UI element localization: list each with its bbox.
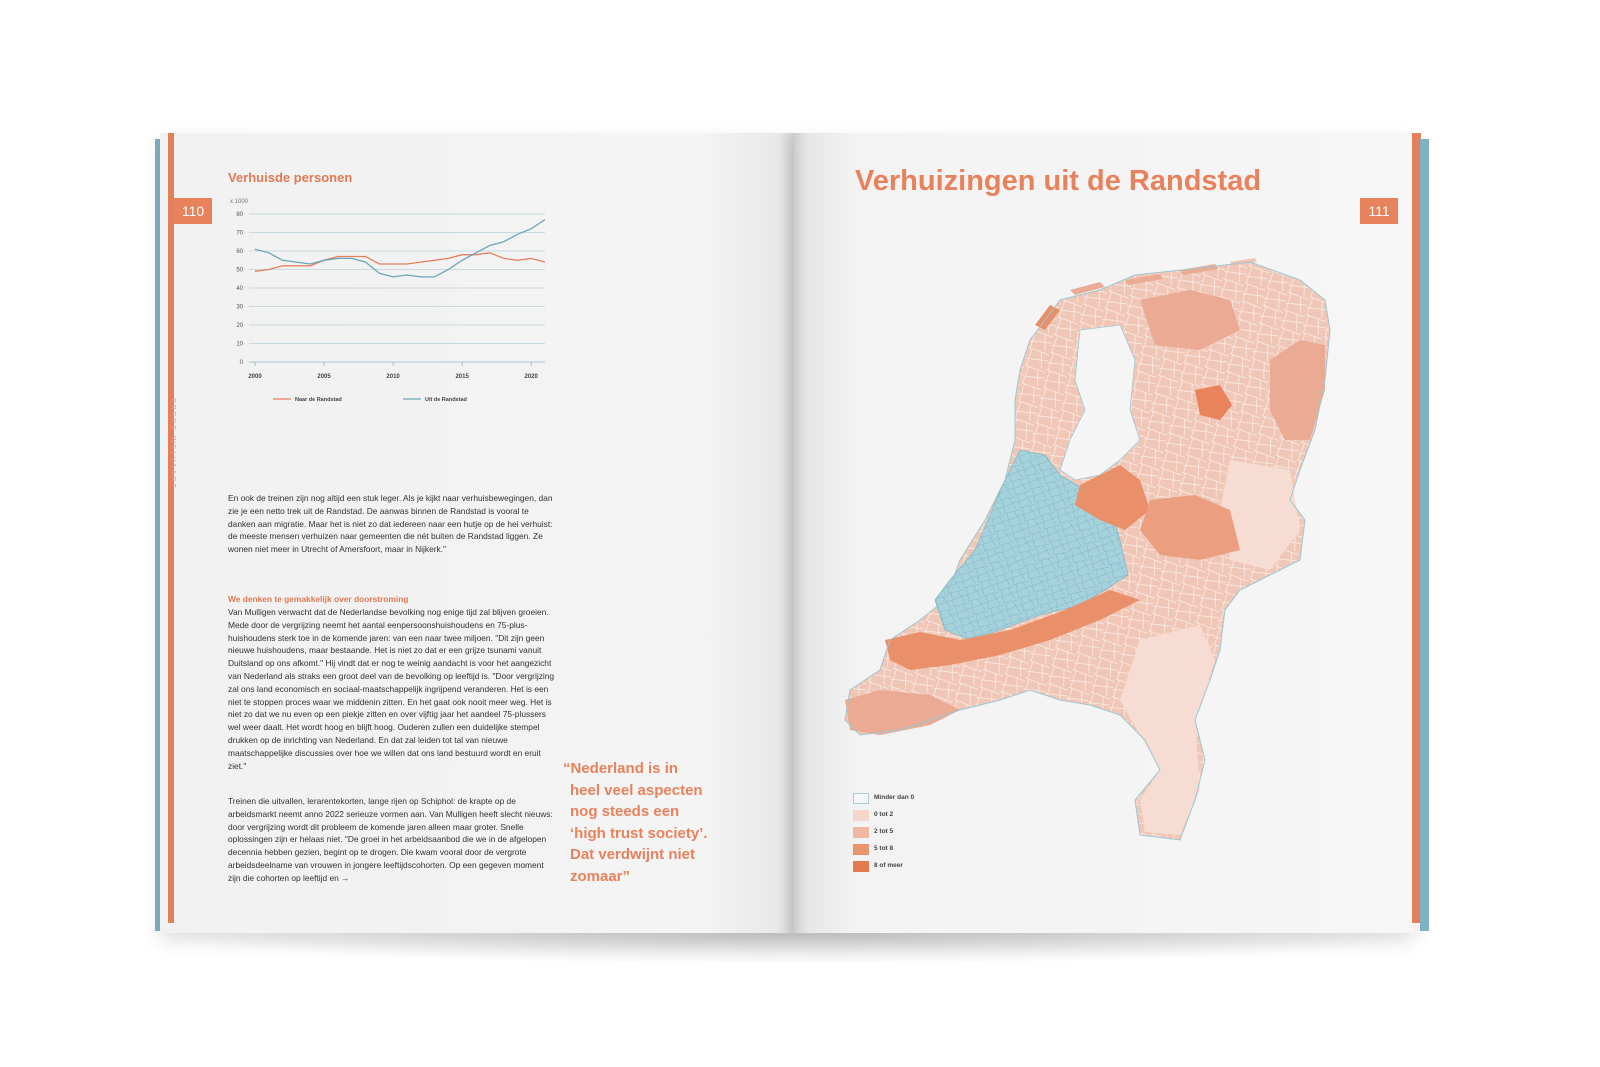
body-subheading: We denken te gemakkelijk over doorstroming — [228, 594, 409, 604]
y-tick-label: 10 — [236, 341, 243, 348]
legend-swatch — [853, 844, 869, 855]
y-tick-label: 50 — [236, 267, 243, 274]
pull-quote-line: heel veel aspecten — [570, 781, 703, 799]
left-edge-orange — [168, 133, 174, 923]
y-tick-label: 30 — [236, 304, 243, 311]
y-tick-label: 40 — [236, 286, 243, 292]
series-line — [255, 220, 545, 277]
x-tick-label: 2010 — [386, 374, 400, 380]
y-tick-label: 80 — [236, 212, 243, 218]
y-tick-label: 20 — [236, 323, 243, 329]
legend-swatch — [853, 793, 869, 804]
pull-quote-line: zomaar” — [570, 867, 631, 885]
pull-quote-line: nog steeds een — [570, 803, 680, 820]
x-tick-label: 2020 — [524, 374, 538, 380]
page-number-right: 111 — [1360, 198, 1398, 224]
legend-swatch — [853, 827, 869, 838]
right-edge-blue — [1420, 139, 1429, 931]
x-tick-label: 2000 — [248, 374, 262, 380]
page-number-left: 110 — [174, 198, 212, 224]
legend-label: 0 tot 2 — [874, 811, 894, 818]
netherlands-map — [835, 250, 1345, 850]
y-tick-label: 70 — [236, 230, 243, 237]
pull-quote — [563, 758, 753, 887]
y-tick-label: 60 — [236, 249, 243, 255]
line-chart — [225, 192, 560, 412]
page-gutter — [778, 133, 808, 933]
legend-label: Uit de Randstad — [425, 397, 467, 403]
x-tick-label: 2005 — [317, 374, 331, 380]
y-tick-label: 0 — [239, 360, 243, 366]
chart-unit-label: x 1000 — [230, 199, 249, 205]
region-groningen — [1270, 340, 1325, 440]
legend-label: Minder dan 0 — [874, 794, 915, 801]
legend-label: 2 tot 5 — [874, 828, 894, 835]
body-paragraph-2: Van Mulligen verwacht dat de Nederlandse bevolking nog enige tijd zal blijven groeien. Mede door de vergrijzing neemt het aantal eenpersoonshuishoudens en 75-plus-huishoudens sterk toe in de komende jaren: van een naar twee miljoen. "Dit zijn geen nieuwe huishoudens, maar bestaande. Het is niet zo dat er een grijze tsunami vanuit Duitsland op ons afkomt." Hij vindt dat er nog te weinig aandacht is voor het aangezicht van Nederland als straks een groot deel van de bevolking op leeftijd is. "Door vergrijzing zal ons land economisch en sociaal-maatschappelijk ingrijpend veranderen. Het is een niet te stoppen proces waar we middenin zitten. En het gaat ook nooit meer weg. Het is niet zo dat we nu even op een piekje zitten en over vijftig jaar het aandeel 75-plussers wel weer daalt. Het wordt hoog en blijft hoog. Ouderen zullen een duidelijke stempel drukken op de inrichting van Nederland. En dat zal leiden tot tal van nieuwe maatschappelijke discussies over hoe we willen dat ons land bestuurd wordt en eruit ziet." — [228, 607, 555, 771]
body-paragraph-3: Treinen die uitvallen, lerarentekorten, lange rijen op Schiphol: de krapte op de arbeidsmarkt neemt anno 2022 serieuze vormen aan. Van Mulligen heeft slecht nieuws: door vergrijzing wordt dit probleem de komende jaren alleen maar groter. Snelle oplossingen zijn er helaas niet. "De groei in het arbeidsaanbod die we in de afgelopen decennia hebben gezien, begint op te drogen. Die kwam vooral door de vergrote arbeidsdeelname van vrouwen in jongere leeftijdscohorten. Op een gegeven moment zijn die cohorten op leeftijd en → — [228, 796, 553, 883]
legend-label: 5 tot 8 — [874, 845, 894, 852]
pull-quote-line: ‘high trust society’. — [570, 824, 708, 842]
legend-label: Naar de Randstad — [295, 397, 342, 403]
legend-swatch — [853, 861, 869, 872]
legend-label: 8 of meer — [874, 862, 903, 869]
x-tick-label: 2015 — [455, 374, 469, 380]
pull-quote-line: Dat verdwijnt niet — [570, 846, 696, 863]
chart-title: Verhuisde personen — [228, 170, 353, 185]
legend-swatch — [853, 810, 869, 821]
body-paragraph-1: En ook de treinen zijn nog altijd een stuk leger. Als je kijkt naar verhuisbewegingen, dan zie je een netto trek uit de Randstad. De aanwas binnen de Randstad is vooral te danken aan migratie. Maar het is niet zo dat iedereen naar een hutje op de hei verhuist: de meeste mensen verhuizen naar gemeenten die nét buiten de Randstad liggen. Ze wonen niet meer in Utrecht of Amersfoort, maar in Nijkerk." — [228, 493, 553, 555]
pull-quote-line: “Nederland is in — [563, 760, 679, 777]
map-title: Verhuizingen uit de Randstad — [855, 165, 1262, 197]
section-side-label: BREDE WELVAART — [169, 398, 176, 490]
